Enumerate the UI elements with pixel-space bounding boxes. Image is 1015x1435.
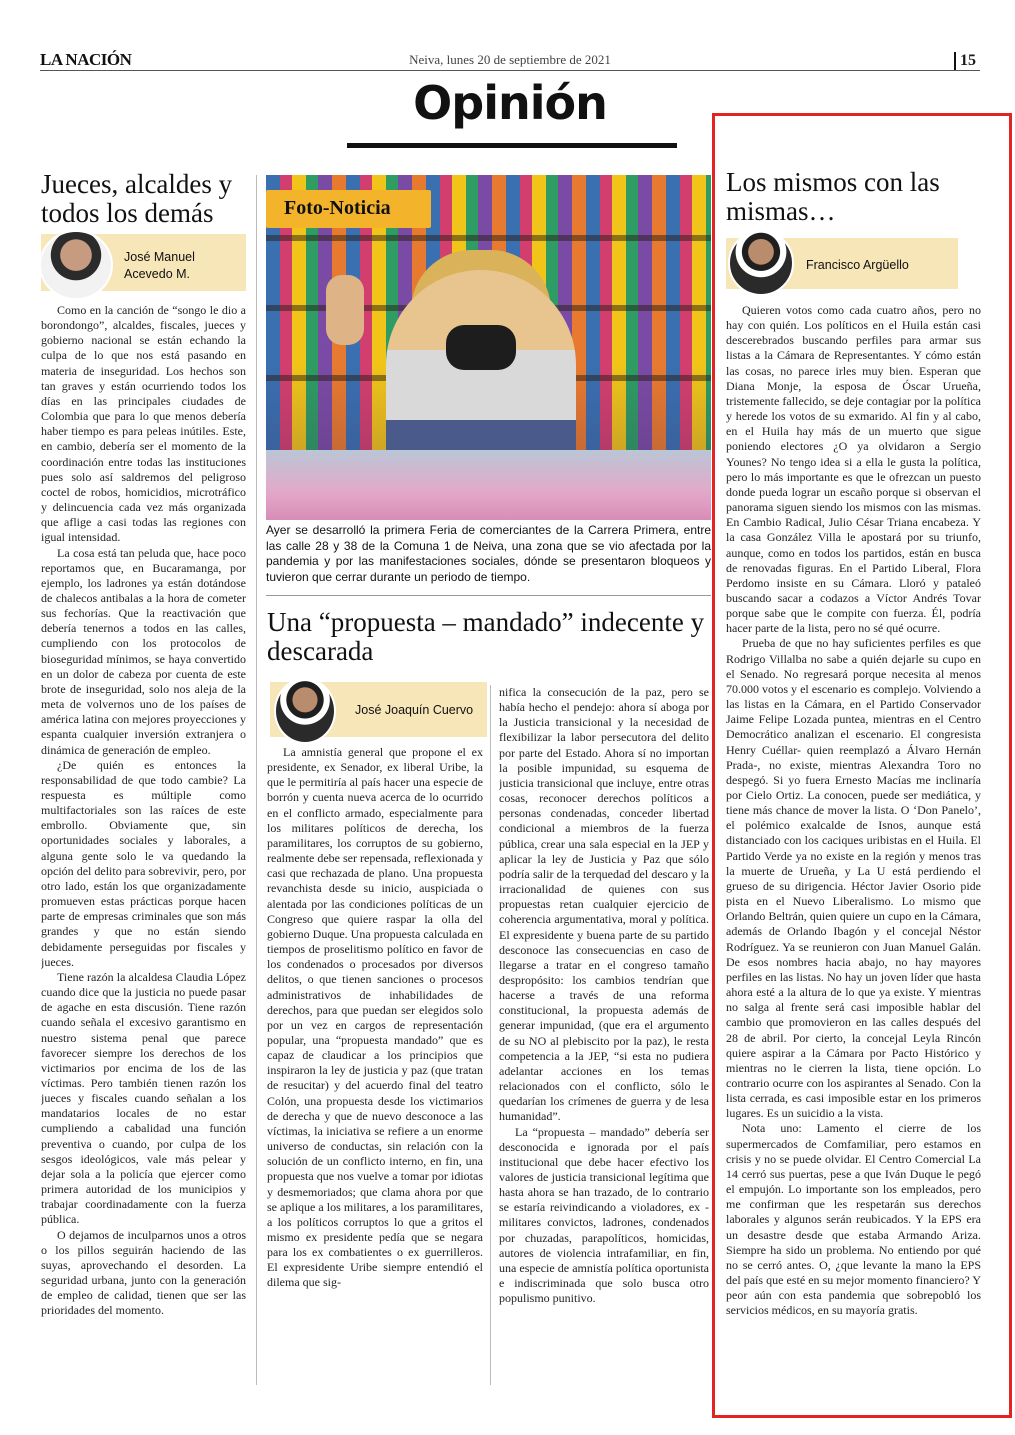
- masthead-logo: LA NACIÓN: [40, 50, 132, 69]
- article-center-body-col2: [499, 685, 709, 1385]
- article-center-headline: Una “propuesta – mandado” indecente y descarada: [267, 607, 705, 667]
- author-name: Francisco Argüello: [806, 258, 909, 272]
- author-name: José Joaquín Cuervo: [355, 703, 474, 717]
- article-center-body-col1: [267, 745, 483, 1385]
- foto-noticia-badge: [266, 190, 431, 228]
- article-right-body: [726, 303, 981, 1385]
- section-rule: [347, 143, 677, 148]
- paragraph: nifica la consecución de la paz, pero se había hecho el pendejo: ahora sí aboga por la Justicia transicional y la necesidad de flexibilizar la labor persecutora del delito por parte del Estado. Ahora sí no importan la posible impunidad, su esquema de justicia transicional que incluye, entre otras cosas, reconocer derechos políticos a personas condenadas, conceder libertad condicional a miembros de la fuerza pública, crear una sala especial en la JEP y aplicar la ley de Justicia y Paz que sólo podría salir de la terquedad del descaro y la irracionalidad de quienes con sus propuestas retan cualquier ejercicio de coherencia argumentativa, moral y política. El expresidente y buena parte de su partido desconoce las consecuencias en caso de llegarse a tratar en el congreso tamaño despropósito: los cambios tendrían que hacerse a través de una reforma constitucional, la propuesta además de generar impunidad, (que era el argumento de su NO al plebiscito por la paz), le resta competencia a la JEP, “si esta no pudiera adelantar acciones en los temas relacionados con el conflicto, sólo le quedarían los crímenes de guerra y de lesa humanidad”.: [499, 685, 709, 1124]
- author-name: José Manuel Acevedo M.: [124, 250, 195, 281]
- article-left-body: [41, 303, 246, 1385]
- author-photo: [274, 678, 336, 744]
- page-number: 15: [954, 52, 976, 70]
- author-photo: [39, 230, 113, 300]
- header-rule: [40, 70, 980, 71]
- paragraph: Prueba de que no hay suficientes perfiles es que Rodrigo Villalba no sabe a quién dejarle su cupo en el Senado. No regresará porque necesita al menos 70.000 votos y el escenario es complejo. Volviendo a las listas en la Cámara, en el Partido Conservador Jaime Felipe Lozada puntea, mientras en el Centro Democrático analizan el escenario. El congresista Henry Cuéllar- quien reemplazó a Álvaro Hernán Prada-, no existe, mientras Alexandra Toro no despegó. Si yo fuera Ernesto Macías me inclinaría por Cielo Ortiz. La conocen, puede ser mediática, y tiene más chance de mover la lista. O ‘Don Panelo’, el polémico exalcalde de Isnos, aunque está distanciado con los caciques uribistas en el Huila. El Partido Verde ya no existe en la región y menos tras la muerte de Urueña, y La U está perdiendo el grueso de su dirigencia. Héctor Javier Osorio pide pista en el Nuevo Liberalismo. Lo mismo que Orlando Beltrán, quien quiere un cupo en la Cámara, además de Orlando Ibagón y el concejal Néstor Rodríguez. Ya se reunieron con Juan Manuel Galán. De esos nombres hacia abajo, no hay mayores perfiles en las listas. No hay un joven líder que hasta ahora esté a la altura de lo que ya existe. Y mientras no salga al frente será casi imposible hablar del cambio que promovieron en las calles después del 28 de abril. Por cierto, la concejal Leyla Rincón quiere aspirar a la Cámara por Pacto Histórico y mientras no le cierren la lista, tiene opción. Lo contrario ocurre con los aspirantes al Senado. Con la lista cerrada, es casi imposible estar en los primeros lugares. Es un suicidio a la vista.: [726, 636, 981, 1121]
- article-right-headline: Los mismos con las mismas…: [726, 167, 940, 227]
- paragraph: Nota uno: Lamento el cierre de los supermercados de Comfamiliar, pero estamos en crisis y no se puede olvidar. El Centro Comercial La 14 cerró sus puertas, pese a que Iván Duque le pegó el empujón. Lo importante son los empleados, pero me confirman que les respetarán sus derechos laborales y algunos serán reubicados. Y la EPS era un desastre desde que estaba Armando Ariza. Siempre ha sido un problema. No entiendo por qué no se cerró antes. O, ¿que levante la mano la EPS del país que esté en su mejor momento financiero? Y peor aún con esta pandemia que sobrepobló los servicios médicos, en su mayoría gratis.: [726, 1121, 981, 1318]
- caption-rule: [266, 595, 711, 596]
- article-right-byline: [726, 238, 958, 289]
- section-title: Opinión: [413, 76, 607, 130]
- photo-caption: Ayer se desarrolló la primera Feria de comerciantes de la Carrera Primera, entre las calle 28 y 38 de la Comuna 1 de Neiva, una zona que se vio afectada por la pandemia y por las manifestaciones sociales, dónde se presentaron bloqueos y tuvieron que cerrar durante un periodo de tiempo.: [266, 523, 711, 584]
- paragraph: Quieren votos como cada cuatro años, pero no hay con quién. Los políticos en el Huila están casi descerebrados buscando perfiles para armar sus listas a la Cámara de Representantes. Y cómo están las cosas, no parece irles muy bien. Esperan que Diana Monje, la esposa de Óscar Urueña, tristemente fallecido, se deje contagiar por la política y herede los votos de su exmarido. Al fin y al cabo, en el Huila hay más de un muerto que sigue poniendo electores ¿O ya olvidaron a Sergio Younes? No tengo idea si a ella le gusta la política, pero lo más importante es que le ofrezcan un puesto donde pueda lograr un escaño porque si observan el panorama siguen siendo los mismos con las mismas. En Cambio Radical, Julio César Triana encabeza. Y la casa González Villa le apostará por su triunfo, aunque, como en todos los partidos, están en busca de renovadas figuras. En el Partido Liberal, Flora Perdomo insiste en su Cámara. Lloró y pataleó buscando sacar a codazos a Víctor Andrés Tovar porque sabe que le compite con fuerza. Él, podría hacer parte de la lista, pero no sé qué ocurre.: [726, 303, 981, 636]
- column-separator: [490, 685, 491, 1385]
- paragraph: La amnistía general que propone el ex presidente, ex Senador, ex liberal Uribe, la que le permitiría al país hacer una especie de borrón y cuenta nueva acerca de lo ocurrido en el conflicto armado, especialmente para los militares políticos de derecha, los paramilitares, los corruptos de su gobierno, realmente debe ser repensada, reflexionada y casi que rechazada de plano. Una propuesta revanchista desde su inicio, auspiciada o alentada por las condiciones políticas de un Congreso que quiere raspar la olla del gobierno Duque. Una propuesta calculada en tiempos de proselitismo político en favor de los condenados o procesados por diversos delitos, o que tienen sanciones o procesos administrativos de inhabilidades de derechos, para que puedan ser elegidos solo por un vez en cargos de representación popular, una “propuesta mandado” que es capaz de claudicar a los principios que inspiraron la ley de justicia y paz (que tratan de resucitar) y del acuerdo final del teatro Colón, una propuesta desde los victimarios de derecha y que de nuevo desconoce a las víctimas, la iniciativa se refiere a un enorme universo de conductas, sin relación con la solución de un conflicto interno, en fin, una propuesta que nos vuelve a tomar por idiotas y desmemoriados; que clama ahora por que se aplique a los militares, a los paramilitares, a los políticos corruptos lo que a gritos el mismo ex presidente pedía que se negara para los ex combatientes o ex guerrilleros. El expresidente Uribe siempre entendió el dilema que sig-: [267, 745, 483, 1290]
- article-left-byline: [41, 234, 246, 291]
- paragraph: La cosa está tan peluda que, hace poco reportamos que, en Bucaramanga, por ejemplo, los ladrones ya están dotándose de chalecos antibalas a la hora de cometer sus fechorías. Que la reactivación que debería tenernos a todos en las calles, cumpliendo con los protocolos de bioseguridad mínimos, se haya convertido en un dolor de cabeza por cuenta de este brote de inseguridad, solo nos aleja de la meta de volvernos uno de los países de américa latina con mejores proyecciones y espanta cualquier inversión extranjera o dinámica de generación de empleo.: [41, 545, 246, 757]
- column-separator: [256, 175, 257, 1385]
- paragraph: Tiene razón la alcaldesa Claudia López cuando dice que la justicia no puede pasar de agache en esta discusión. Tiene razón cuando señala el excesivo garantismo en nuestro sistema penal que parece favorecer siempre los derechos de los victimarios por encima de los de las víctimas. Pero también tienen razón los jueces y fiscales cuando señalan a los mandatarios locales de no estar cumpliendo a cabalidad una función preventiva o cuando, por culpa de los sesgos ideológicos, vale más pelear y dejar sola a la policía que ejercer como primera autoridad de los municipios y trabajar coordinadamente con la fuerza pública.: [41, 969, 246, 1227]
- author-photo: [728, 230, 794, 296]
- edition-date: Neiva, lunes 20 de septiembre de 2021: [409, 52, 611, 67]
- article-left-headline: Jueces, alcaldes y todos los demás: [41, 169, 233, 229]
- paragraph: O dejamos de inculparnos unos a otros o los pillos seguirán haciendo de las suyas, aprovechando el desorden. La seguridad urbana, junto con la generación de empleo de calidad, tienen que ser las prioridades del momento.: [41, 1227, 246, 1318]
- paragraph: ¿De quién es entonces la responsabilidad de que todo cambie? La respuesta es múltiple como multifactoriales son las raíces de este embrollo. Obviamente que, sin oportunidades sociales y laborales, a alguna gente solo le va quedando la opción del delito para sobrevivir, pero, por otro lado, están los que organizadamente promueven estas prácticas porque hacen parte de empresas criminales que son más grandes y que no están siendo debidamente perseguidas por fiscales y jueces.: [41, 757, 246, 969]
- paragraph: La “propuesta – mandado” debería ser desconocida e ignorada por el país institucional que debe hacer efectivo los valores de justicia transicional legítima que hasta ahora se han trazado, de lo contrario se estaría reivindicando a violadores, ex -militares convictos, ladrones, condenados por chuzadas, parapolíticos, homicidas, autores de violencia intrafamiliar, en fin, una especie de amnistía política oportunista e indiscriminada que solo busca otro populismo punitivo.: [499, 1124, 709, 1306]
- foto-noticia-label: Foto-Noticia: [284, 197, 391, 219]
- paragraph: Como en la canción de “songo le dio a borondongo”, alcaldes, fiscales, jueces y gobierno nacional se están echando la culpa de lo que nos está pasando en materia de inseguridad. Los hechos son tan graves y están ocurriendo todos los días en las principales ciudades de Colombia que para lo que menos debería haber tiempo es para peleas inútiles. Este, en cambio, debería ser el momento de la coordinación entre todas las instituciones pues solo así saldremos del peligroso coctel de robos, homicidios, microtráfico y delincuencia cada vez más organizada que aflige a casi todas las regiones con igual intensidad.: [41, 303, 246, 545]
- article-center-byline: [270, 682, 487, 737]
